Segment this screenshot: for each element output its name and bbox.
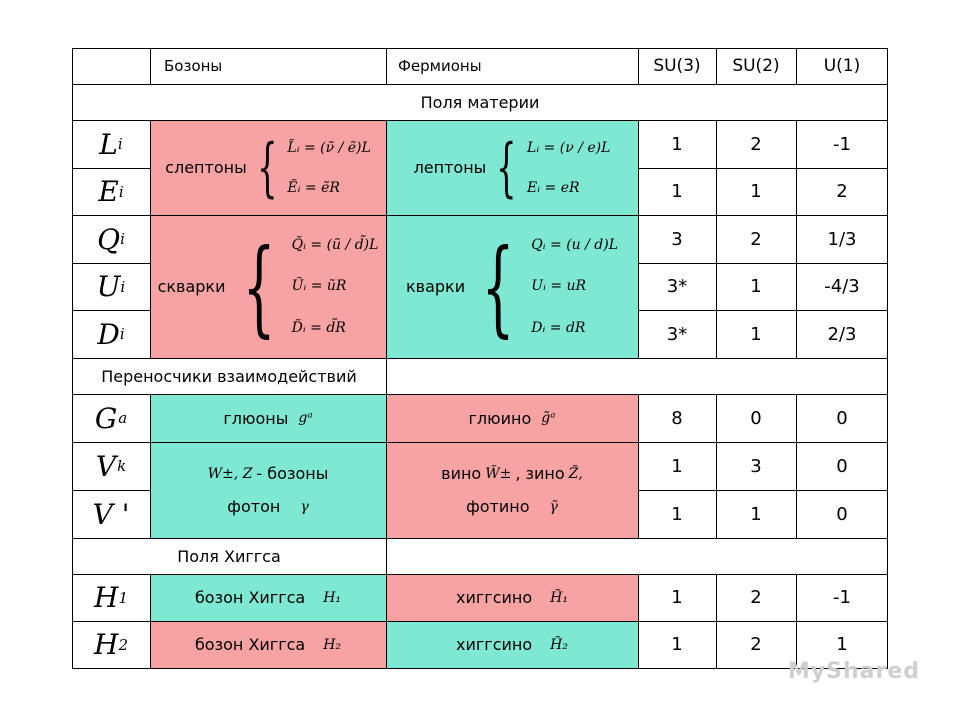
grid-line: [150, 621, 638, 622]
symbol-D: D i: [97, 317, 125, 351]
brace-icon: {: [242, 225, 276, 348]
symbol-Q: Q i: [97, 222, 125, 256]
watermark-logo: MyShared: [787, 659, 920, 684]
grid-line: [638, 490, 888, 491]
wino-math: W̃±: [485, 465, 512, 482]
grid-line: [716, 394, 717, 538]
grid-line: [796, 48, 797, 84]
value-su2: 1: [750, 503, 762, 525]
higgs1-boson-cell: [150, 574, 386, 621]
header-fermions: Фермионы: [398, 57, 482, 75]
header-bosons: Бозоны: [164, 57, 223, 75]
lepton-eq-E: Eᵢ = eR: [527, 179, 580, 196]
electroweak-fermions-cell: [386, 442, 638, 538]
quark-eq-U: Uᵢ = uR: [531, 278, 587, 295]
value-su2: 2: [750, 228, 762, 250]
value-u1: 0: [836, 503, 848, 525]
higgsino2-cell: [386, 621, 638, 668]
gluons-cell: [150, 394, 386, 442]
gluons-label: глюоны: [223, 408, 289, 428]
grid-line: [638, 48, 639, 84]
symbol-V: V k: [95, 449, 127, 483]
value-su3: 8: [671, 407, 683, 429]
wz-label: - бозоны: [256, 464, 329, 483]
squark-eq-U: Ũᵢ = ũR: [291, 278, 347, 295]
value-su3: 1: [671, 634, 683, 655]
section-matter: Поля материи: [420, 92, 540, 112]
grid-line: [638, 263, 888, 264]
grid-line: [72, 442, 150, 443]
sleptons-label: слептоны: [165, 158, 247, 177]
brace-icon: {: [256, 130, 278, 205]
grid-line: [386, 48, 387, 84]
brace-icon: {: [496, 130, 517, 205]
grid-line: [716, 120, 717, 358]
grid-line: [72, 358, 888, 359]
grid-line: [72, 84, 888, 85]
grid-line: [796, 120, 797, 358]
value-su2: 2: [750, 634, 762, 655]
value-u1: 0: [836, 455, 848, 477]
brace-icon: {: [481, 225, 515, 348]
squarks-label: скварки: [157, 277, 226, 296]
value-u1: 1: [836, 634, 848, 655]
symbol-V-prime: V ': [92, 497, 130, 531]
grid-line: [150, 120, 151, 358]
value-su2: 2: [750, 587, 762, 608]
squark-eq-Q: Q̃ᵢ = (ũ / d̃)L: [291, 237, 379, 254]
value-su2: 2: [750, 133, 762, 155]
gluons-math: gᵃ: [298, 410, 313, 426]
grid-line: [638, 574, 639, 668]
quark-eq-D: Dᵢ = dR: [531, 319, 586, 336]
value-su3: 1: [671, 133, 683, 155]
quarks-cell: [386, 215, 638, 358]
photino-label: фотино: [466, 497, 530, 516]
header-su2: SU(2): [732, 56, 780, 76]
grid-line: [72, 120, 888, 121]
particle-table: [72, 48, 888, 668]
symbol-H1: H 1: [94, 581, 128, 614]
section-higgs: Поля Хиггса: [177, 546, 281, 566]
symbol-E: E i: [98, 175, 124, 208]
photino-math: γ̃: [549, 498, 558, 515]
grid-line: [72, 394, 888, 395]
gluino-label: глюино: [468, 408, 532, 428]
zino-math: Z̃,: [568, 465, 583, 482]
grid-line: [386, 574, 387, 668]
grid-line: [638, 442, 888, 443]
grid-line: [150, 442, 638, 443]
lepton-eq-L: Lᵢ = (ν / e)L: [527, 139, 611, 156]
section-carriers: Переносчики взаимодействий: [101, 366, 357, 386]
grid-line: [716, 48, 717, 84]
gluino-math: g̃ᵃ: [541, 410, 556, 426]
higgsino1-label: хиггсино: [456, 588, 533, 607]
grid-line: [796, 574, 797, 668]
grid-line: [72, 215, 150, 216]
wz-math: W±, Z: [207, 465, 253, 482]
grid-line: [638, 168, 888, 169]
value-u1: 2: [836, 181, 848, 202]
grid-line: [716, 574, 717, 668]
value-su3: 1: [671, 587, 683, 608]
sleptons-cell: [150, 120, 386, 215]
value-u1: -1: [833, 587, 851, 608]
higgsino1-cell: [386, 574, 638, 621]
value-su3: 1: [671, 503, 683, 525]
grid-line: [638, 394, 639, 538]
squark-eq-D: D̃ᵢ = d̃R: [291, 319, 346, 336]
header-su3: SU(3): [653, 56, 701, 76]
value-u1: 2/3: [827, 323, 857, 345]
squarks-cell: [150, 215, 386, 358]
grid-line: [72, 490, 150, 491]
symbol-L: L i: [99, 127, 123, 161]
leptons-cell: [386, 120, 638, 215]
symbol-U: U i: [96, 270, 126, 303]
photon-math: γ: [300, 498, 309, 515]
higgsino1-math: H̃₁: [550, 589, 568, 606]
zino-label: , зино: [515, 464, 565, 483]
higgs2-boson-cell: [150, 621, 386, 668]
higgs1-math: H₁: [323, 589, 342, 606]
value-u1: 1/3: [827, 228, 857, 250]
electroweak-bosons-cell: [150, 442, 386, 538]
value-su2: 1: [750, 276, 762, 297]
value-su2: 1: [750, 181, 762, 202]
value-su3: 1: [671, 455, 683, 477]
slepton-eq-L: L̃ᵢ = (ν̃ / ẽ)L: [287, 139, 371, 156]
higgsino2-label: хиггсино: [456, 635, 533, 654]
grid-line: [150, 394, 151, 538]
value-su2: 0: [750, 407, 762, 429]
symbol-G: G a: [94, 401, 128, 435]
slepton-eq-E: Ẽᵢ = ẽR: [287, 179, 340, 196]
grid-line: [796, 394, 797, 538]
quarks-label: кварки: [405, 277, 466, 296]
leptons-label: лептоны: [413, 158, 487, 177]
grid-line: [72, 538, 888, 539]
grid-line: [638, 621, 888, 622]
value-su3: 3: [671, 228, 683, 250]
photon-label: фотон: [227, 497, 281, 516]
wino-label: вино: [441, 464, 482, 483]
header-u1: U(1): [823, 56, 861, 76]
grid-line: [72, 48, 888, 49]
higgsino2-math: H̃₂: [550, 636, 568, 653]
value-u1: 0: [836, 407, 848, 429]
grid-line: [638, 310, 888, 311]
grid-line: [72, 621, 150, 622]
grid-line: [386, 358, 387, 394]
grid-line: [72, 263, 150, 264]
value-su3: 1: [671, 181, 683, 202]
value-u1: -1: [833, 133, 851, 155]
grid-line: [72, 574, 888, 575]
grid-line: [386, 538, 387, 574]
higgs1-label: бозон Хиггса: [194, 588, 306, 607]
grid-line: [72, 310, 150, 311]
grid-line: [638, 120, 639, 358]
value-su2: 3: [750, 455, 762, 477]
grid-line: [386, 394, 387, 538]
grid-line: [72, 668, 888, 669]
higgs2-math: H₂: [323, 636, 342, 653]
value-su3: 3*: [666, 323, 688, 345]
grid-line: [150, 48, 151, 84]
grid-line: [150, 574, 151, 668]
value-u1: -4/3: [824, 276, 860, 297]
symbol-H2: H 2: [94, 628, 128, 661]
grid-line: [386, 120, 387, 358]
grid-line: [150, 215, 638, 216]
gluino-cell: [386, 394, 638, 442]
higgs2-label: бозон Хиггса: [194, 635, 306, 654]
quark-eq-Q: Qᵢ = (u / d)L: [531, 237, 619, 254]
value-su2: 1: [750, 323, 762, 345]
grid-line: [72, 168, 150, 169]
grid-line: [638, 215, 888, 216]
value-su3: 3*: [666, 276, 688, 297]
